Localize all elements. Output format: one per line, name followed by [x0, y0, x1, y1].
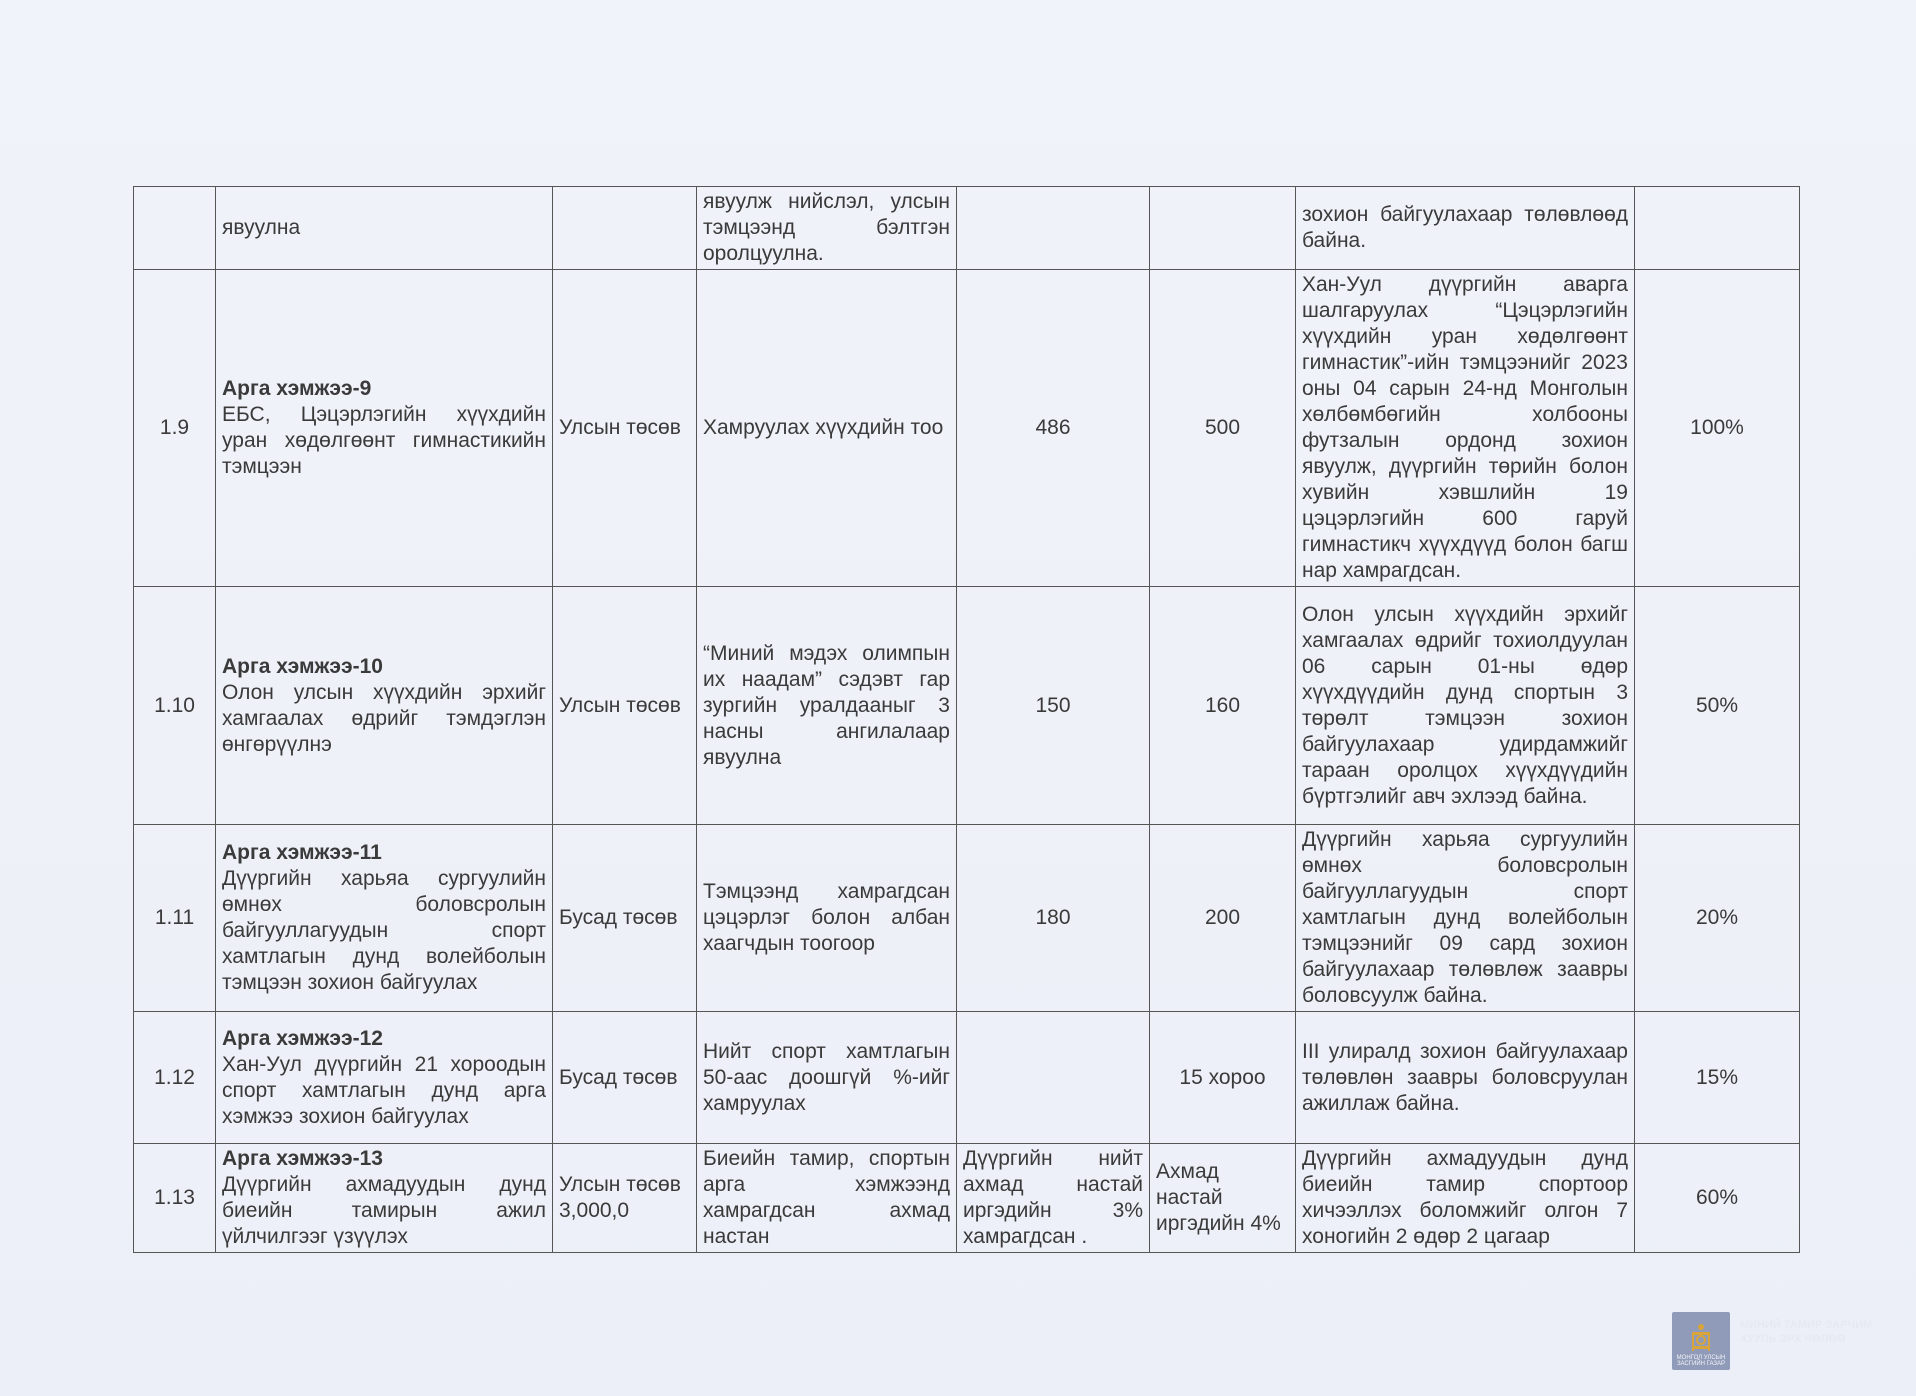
- target-cell: 200: [1150, 825, 1296, 1012]
- government-emblem: [1672, 1312, 1730, 1370]
- action-title: Арга хэмжээ-13: [222, 1147, 383, 1170]
- baseline-cell: [957, 187, 1150, 270]
- target-cell: [1150, 187, 1296, 270]
- baseline-cell: Дүүргийн нийт ахмад настай иргэдийн 3% хамрагдсан .: [957, 1144, 1150, 1253]
- indicator-cell: “Миний мэдэх олимпын их наадам” сэдэвт гар зургийн уралдааныг 3 насны ангилалаар явуулна: [697, 587, 957, 825]
- action-text: ЕБС, Цэцэрлэгийн хүүхдийн уран хөдөлгөөнт гимнастикийн тэмцээн: [222, 403, 546, 478]
- table-row: [134, 587, 1800, 825]
- action-cell: [216, 587, 553, 825]
- row-number: 1.13: [134, 1144, 216, 1253]
- percent-cell: 15%: [1635, 1012, 1800, 1144]
- progress-cell: Дүүргийн ахмадуудын дунд биеийн тамир спортоор хичээллэх боломжийг олгон 7 хоногийн 2 өдөр 2 цагаар: [1296, 1144, 1635, 1253]
- action-cell: [216, 1144, 553, 1253]
- action-cell: [216, 1012, 553, 1144]
- baseline-cell: 486: [957, 270, 1150, 587]
- action-text: Дүүргийн харьяа сургуулийн өмнөх боловсролын байгууллагуудын спорт хамтлагын дунд волейболын тэмцээн зохион байгуулах: [222, 867, 546, 994]
- indicator-cell: Биеийн тамир, спортын арга хэмжээнд хамрагдсан ахмад настан: [697, 1144, 957, 1253]
- watermark-text: МИНИЙ ТАМИР ЗАРЧИМ ХУУЛЬ ЭРХ ЧӨЛӨӨ: [1740, 1319, 1873, 1345]
- target-cell: Ахмад настай иргэдийн 4%: [1150, 1144, 1296, 1253]
- row-number: [134, 187, 216, 270]
- action-cell: [216, 270, 553, 587]
- indicator-cell: Тэмцээнд хамрагдсан цэцэрлэг болон албан хаагчдын тоогоор: [697, 825, 957, 1012]
- action-title: Арга хэмжээ-9: [222, 377, 372, 400]
- action-title: Арга хэмжээ-10: [222, 654, 383, 678]
- row-number: 1.10: [134, 587, 216, 825]
- table-row: [134, 270, 1800, 587]
- table-row: [134, 187, 1800, 270]
- action-text: Дүүргийн ахмадуудын дунд биеийн тамирын ажил үйлчилгээг үзүүлэх: [222, 1173, 546, 1248]
- target-cell: 500: [1150, 270, 1296, 587]
- row-number: 1.11: [134, 825, 216, 1012]
- budget-cell: Бусад төсөв: [553, 825, 697, 1012]
- percent-cell: 100%: [1635, 270, 1800, 587]
- budget-cell: [553, 187, 697, 270]
- table-row: [134, 1144, 1800, 1253]
- target-cell: 15 хороо: [1150, 1012, 1296, 1144]
- budget-cell: Бусад төсөв: [553, 1012, 697, 1144]
- percent-cell: 20%: [1635, 825, 1800, 1012]
- baseline-cell: 180: [957, 825, 1150, 1012]
- progress-cell: Олон улсын хүүхдийн эрхийг хамгаалах өдрийг тохиолдуулан 06 сарын 01-ны өдөр хүүхдүүдийн дунд спортын 3 төрөлт тэмцээн зохион байгуулахаар удирдамжийг тараан оролцох хүүхдүүдийн бүртгэлийг авч эхлээд байна.: [1296, 587, 1635, 825]
- action-title: Арга хэмжээ-11: [222, 841, 382, 864]
- progress-cell: Дүүргийн харьяа сургуулийн өмнөх боловсролын байгууллагуудын спорт хамтлагын дунд волейболын тэмцээнийг 09 сард зохион байгуулахаар төлөвлөж заавры боловсуулж байна.: [1296, 825, 1635, 1012]
- budget-cell: Улсын төсөв: [553, 270, 697, 587]
- row-number: 1.12: [134, 1012, 216, 1144]
- action-title: Арга хэмжээ-12: [222, 1026, 383, 1050]
- action-text: Хан-Уул дүүргийн 21 хороодын спорт хамтлагын дунд арга хэмжээ зохион байгуулах: [222, 1052, 546, 1128]
- baseline-cell: [957, 1012, 1150, 1144]
- row-number: 1.9: [134, 270, 216, 587]
- percent-cell: 60%: [1635, 1144, 1800, 1253]
- baseline-cell: 150: [957, 587, 1150, 825]
- target-cell: 160: [1150, 587, 1296, 825]
- progress-cell: зохион байгуулахаар төлөвлөөд байна.: [1296, 187, 1635, 270]
- emblem-caption: МОНГОЛ УЛСЫН ЗАСГИЙН ГАЗАР: [1676, 1355, 1726, 1367]
- progress-cell: III улиралд зохион байгуулахаар төлөвлөн заавры боловсруулан ажиллаж байна.: [1296, 1012, 1635, 1144]
- percent-cell: 50%: [1635, 587, 1800, 825]
- action-cell: [216, 825, 553, 1012]
- budget-cell: Улсын төсөв 3,000,0: [553, 1144, 697, 1253]
- table-row: [134, 825, 1800, 1012]
- action-text: Олон улсын хүүхдийн эрхийг хамгаалах өдрийг тэмдэглэн өнгөрүүлнэ: [222, 680, 546, 756]
- percent-cell: [1635, 187, 1800, 270]
- action-text: явуулна: [222, 216, 301, 239]
- budget-cell: Улсын төсөв: [553, 587, 697, 825]
- action-cell: [216, 187, 553, 270]
- report-table: [133, 186, 1800, 1253]
- indicator-cell: Нийт спорт хамтлагын 50-аас доошгүй %-ийг хамруулах: [697, 1012, 957, 1144]
- indicator-cell: явуулж нийслэл, улсын тэмцээнд бэлтгэн оролцуулна.: [697, 187, 957, 270]
- soyombo-icon: [1689, 1323, 1713, 1353]
- progress-cell: Хан-Уул дүүргийн аварга шалгаруулах “Цэцэрлэгийн хүүхдийн уран хөдөлгөөнт гимнастик”-ийн тэмцээнийг 2023 оны 04 сарын 24-нд Монголын хөлбөмбөгийн холбооны футзалын ордонд зохион явуулж, дүүргийн төрийн болон хувийн хэвшлийн 19 цэцэрлэгийн 600 гаруй гимнастикч хүүхдүүд болон багш нар хамрагдсан.: [1296, 270, 1635, 587]
- table-row: [134, 1012, 1800, 1144]
- indicator-cell: Хамруулах хүүхдийн тоо: [697, 270, 957, 587]
